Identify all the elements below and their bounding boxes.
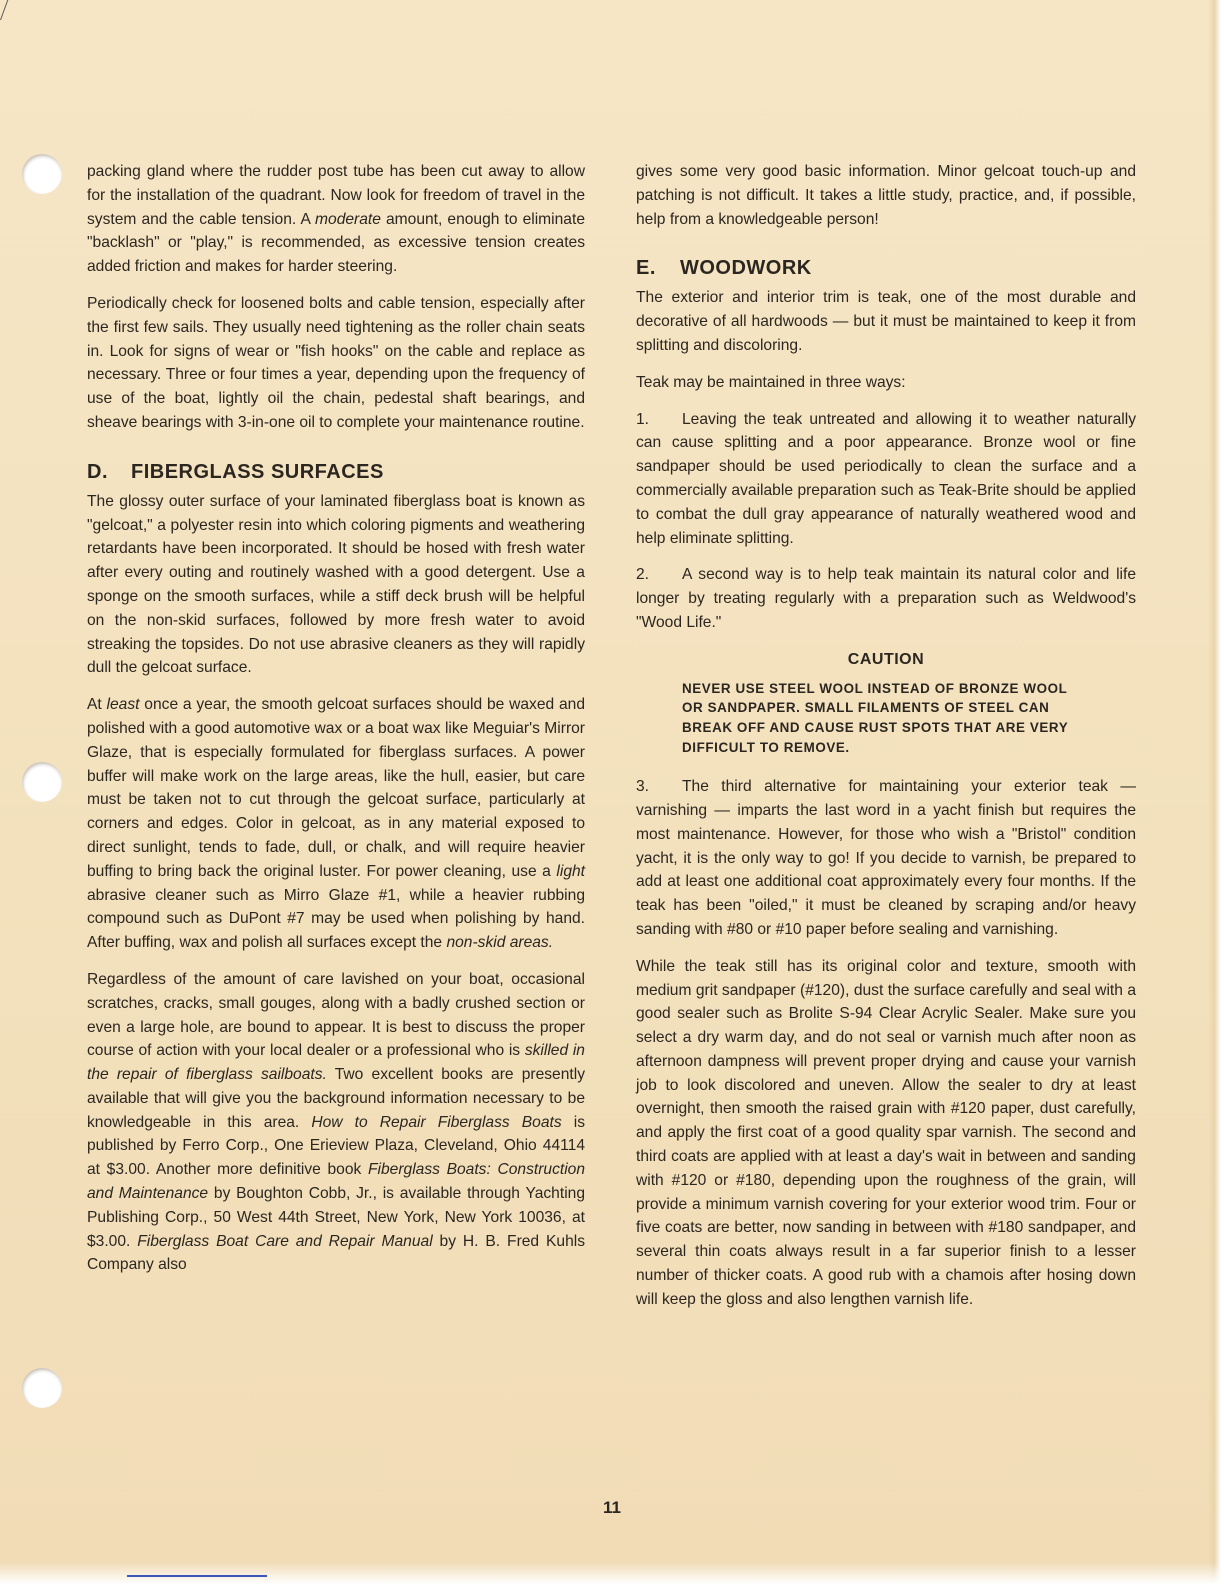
right-column [636, 160, 1136, 1325]
page-number: 11 [603, 1498, 621, 1517]
paragraph: Teak may be maintained in three ways: [636, 373, 906, 391]
bottom-blue-mark [127, 1575, 267, 1577]
paragraph: Periodically check for loosened bolts and cable tension, especially after the first few sails. They usually need tightening as the roller chain seats in. Look for signs of wear or "fish hooks" on the cable and replace as necessary. Three or four times a year, depending upon the frequency of use of the boat, lightly oil the chain, pedestal shaft bearings, and sheave bearings with 3-in-one oil to complete your maintenance routine. [87, 294, 585, 431]
binder-hole-middle [22, 762, 62, 802]
paragraph: The glossy outer surface of your laminated fiberglass boat is known as "gelcoat," a polyester resin into which coloring pigments and weathering retardants have been incorporated. It should be hosed with fresh water after every outing and routinely washed with a good detergent. Use a sponge on the smooth surfaces, while a stiff deck brush will be helpful on the non-skid surfaces, followed by more fresh water to avoid streaking the topsides. Do not use abrasive cleaners as they will rapidly dull the gelcoat surface. [87, 492, 585, 677]
binder-hole-top [22, 154, 62, 194]
list-item: 2. A second way is to help teak maintain its natural color and life longer by treating regularly with a preparation such as Weldwood's "Wood Life." [636, 566, 1136, 631]
page-edge-right [1208, 0, 1224, 1584]
section-heading-fiberglass: D. FIBERGLASS SURFACES [87, 460, 384, 483]
list-item: 3. The third alternative for maintaining your exterior teak — varnishing — imparts the last word in a yacht finish but requires the most maintenance. However, for those who wish a "Bristol" condition yacht, it is the only way to go! If you decide to varnish, be prepared to add at least one additional coat approximately every four months. If the teak has been "oiled," it must be cleaned by scraping and/or heavy sanding with #80 or #10 paper before sealing and varnishing. [636, 778, 1136, 938]
caution-text: NEVER USE STEEL WOOL INSTEAD OF BRONZE WOOL OR SANDPAPER. SMALL FILAMENTS OF STEEL CAN BREAK OFF AND CAUSE RUST SPOTS THAT ARE VERY DIFFICULT TO REMOVE. [682, 680, 1068, 755]
page-edge-bottom [0, 1562, 1224, 1584]
section-heading-woodwork: E. WOODWORK [636, 257, 812, 280]
paragraph: At least once a year, the smooth gelcoat surfaces should be waxed and polished with a good automotive wax or a boat wax like Meguiar's Mirror Glaze, that is especially formulated for fiberglass surfaces. A power buffer will make work on the large areas, like the hull, easier, but care must be taken not to cut through the gelcoat surface, particularly at corners and edges. Color in gelcoat, as in any material exposed to direct sunlight, tends to fade, dull, or chalk, and will require heavier buffing to bring back the original luster. For power cleaning, use a light abrasive cleaner such as Mirro Glaze #1, while a heavier rubbing compound such as DuPont #7 may be used when polishing by hand. After buffing, wax and polish all surfaces except the non-skid areas. [87, 696, 585, 952]
caution-title: CAUTION [847, 650, 925, 668]
list-item: 1. Leaving the teak untreated and allowing it to weather naturally can cause splitting and a poor appearance. Bronze wool or fine sandpaper should be used periodically to clean the surface and a commercially available preparation such as Teak-Brite should be applied to combat the dull gray appearance of naturally weathered wood and help eliminate splitting. [636, 410, 1136, 547]
paragraph: packing gland where the rudder post tube has been cut away to allow for the installation of the quadrant. Now look for freedom of travel in the system and the cable tension. A moderate amount, enough to eliminate "backlash" or "play," is recommended, as excessive tension creates added friction and makes for harder steering. [87, 163, 585, 276]
paragraph: While the teak still has its original color and texture, smooth with medium grit sandpaper (#120), dust the surface carefully and seal with a good sealer such as Brolite S-94 Clear Acrylic Sealer. Make sure you select a dry warm day, and do not seal or varnish much after noon as afternoon dampness will prevent proper drying and cause your varnish job to look discolored and uneven. Allow the sealer to dry at least overnight, then smooth the raised grain with #120 paper, dust carefully, and apply the first coat of a good quality spar varnish. The second and third coats are applied with at least a day's wait in between and sanding with #120 or #180, depending upon the roughness of the grain, will provide a minimum varnish covering for your exterior wood trim. Four or five coats are better, now sanding in between with #180 sandpaper, and several thin coats always result in a far superior finish to a lesser number of thicker coats. A good rub with a chamois after hosing down will keep the gloss and also lengthen varnish life. [636, 957, 1136, 1308]
binder-hole-bottom [22, 1368, 62, 1408]
left-column [87, 160, 585, 1290]
paragraph: gives some very good basic information. Minor gelcoat touch-up and patching is not difficult. It takes a little study, practice, and, if possible, help from a knowledgeable person! [636, 163, 1136, 228]
paragraph: The exterior and interior trim is teak, one of the most durable and decorative of all hardwoods — but it must be maintained to keep it from splitting and discoloring. [636, 289, 1136, 354]
paragraph: Regardless of the amount of care lavished on your boat, occasional scratches, cracks, small gouges, along with a badly crushed section or even a large hole, are bound to appear. It is best to discuss the proper course of action with your local dealer or a professional who is skilled in the repair of fiberglass sailboats. Two excellent books are presently available that will give you the background information necessary to be knowledgeable in this area. How to Repair Fiberglass Boats is published by Ferro Corp., One Erieview Plaza, Cleveland, Ohio 44114 at $3.00. Another more definitive book Fiberglass Boats: Construction and Maintenance by Boughton Cobb, Jr., is available through Yachting Publishing Corp., 50 West 44th Street, New York, New York 10036, at $3.00. Fiberglass Boat Care and Repair Manual by H. B. Fred Kuhls Company also [87, 970, 586, 1274]
